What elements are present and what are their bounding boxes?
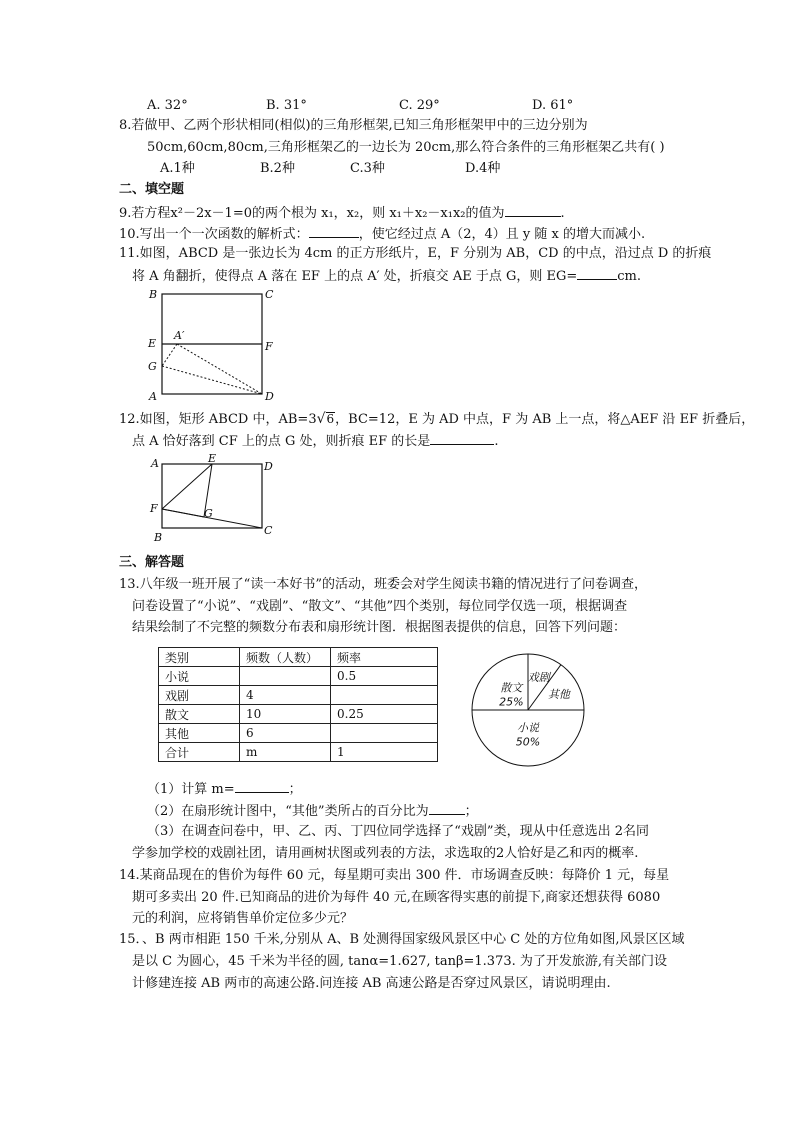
q12-line-fg (162, 509, 204, 517)
q9 (119, 203, 565, 223)
table-cell: 小说 (159, 667, 240, 686)
q11-fold-ga (162, 344, 177, 366)
q11-line-1: 11.如图，ABCD 是一张边长为 4cm 的正方形纸片，E，F 分别为 AB，CD 的中点，沿过点 D 的折痕 (119, 246, 712, 261)
q13-sub-1-post: ； (288, 782, 302, 797)
q12-label-b: B (154, 531, 163, 544)
section-2-title: 二、填空题 (119, 182, 185, 197)
q9-mid: 的两个根为 x₁，x₂，则 x₁＋x₂－x₁x₂的值为 (252, 206, 505, 221)
section-3-title: 三、解答题 (119, 555, 185, 570)
q11-label-c: C (265, 288, 274, 301)
q12-line-1: 12.如图，矩形 ABCD 中，AB=3√6，BC=12，E 为 AD 中点，F 为 AB 上一点，将△AEF 沿 EF 折叠后， (119, 411, 755, 427)
q7-option-c: C. 29° (399, 98, 440, 113)
q12-line-1-pre: 12.如图，矩形 ABCD 中，AB=3 (119, 412, 317, 427)
q15-line-2: 是以 C 为圆心，45 千米为半径的圆, tanα=1.627, tanβ=1.373. 为了开发旅游,有关部门设 (132, 954, 668, 969)
q10 (119, 224, 645, 244)
q13-sub-2-post: ； (464, 804, 478, 819)
table-cell (331, 686, 438, 705)
q13-sub-3-line-1: （3）在调查问卷中，甲、乙、丙、丁四位同学选择了“戏剧”类，现从中任意选出 2名同 (147, 824, 649, 839)
q7-option-a: A. 32° (147, 98, 188, 113)
q8-option-c: C.3种 (350, 161, 385, 176)
table-row (159, 686, 438, 705)
q8-option-b: B.2种 (260, 161, 295, 176)
table-row (159, 724, 438, 743)
q11-line-2-post: cm. (617, 269, 641, 284)
table-cell: 0.5 (331, 667, 438, 686)
q11-label-a: A (149, 390, 157, 403)
table-cell: 4 (240, 686, 331, 705)
q13-sub-3-line-2: 学参加学校的戏剧社团，请用画树状图或列表的方法，求选取的2人恰好是乙和丙的概率. (132, 846, 639, 861)
q13-pie-chart (468, 650, 588, 770)
q12-line-2-post: . (494, 434, 499, 449)
q11-label-d: D (265, 390, 274, 403)
q13-line-3: 结果绘制了不完整的频数分布表和扇形统计图．根据图表提供的信息，回答下列问题： (132, 620, 627, 635)
q11-label-a-prime: A′ (174, 329, 185, 342)
q8-line-1: 8.若做甲、乙两个形状相同(相似)的三角形框架,已知三角形框架甲中的三边分别为 (119, 118, 588, 133)
q13-sub-2 (147, 801, 478, 821)
table-cell: 散文 (159, 705, 240, 724)
pie-slice-label: 其他 (547, 688, 570, 702)
q13-sub-1-pre: （1）计算 m= (147, 782, 235, 797)
q12-label-f: F (150, 502, 158, 515)
table-cell: m (240, 743, 331, 762)
table-cell: 6 (240, 724, 331, 743)
q13-line-1: 13.八年级一班开展了“读一本好书”的活动，班委会对学生阅读书籍的情况进行了问卷调查， (119, 577, 647, 592)
q12-line-2-pre: 点 A 恰好落到 CF 上的点 G 处，则折痕 EF 的长是 (132, 434, 431, 449)
q8-option-a: A.1种 (160, 161, 195, 176)
pie-slice-label: 小说 (517, 721, 539, 735)
pie-slice-label: 散文 (500, 681, 523, 695)
table-header-cell: 频数（人数） (240, 648, 331, 667)
table-cell (331, 724, 438, 743)
q12-label-e: E (208, 453, 217, 465)
table-header-cell: 类别 (159, 648, 240, 667)
q7-option-d: D. 61° (532, 98, 574, 113)
q14-line-3: 元的利润，应将销售单价定位多少元？ (132, 911, 354, 926)
q9-pre: 9.若方程 (119, 206, 171, 221)
table-cell: 合计 (159, 743, 240, 762)
q12-figure (140, 453, 280, 547)
table-header-cell: 频率 (331, 648, 438, 667)
table-cell: 戏剧 (159, 686, 240, 705)
q9-equation: x²－2x－1=0 (170, 206, 252, 221)
q11-line-2-pre: 将 A 角翻折，使得点 A 落在 EF 上的点 A′ 处，折痕交 AE 于点 G，则 EG= (132, 269, 578, 284)
table-header-row (159, 648, 438, 667)
q9-end: . (560, 206, 565, 221)
q13-line-2: 问卷设置了“小说”、“戏剧”、“散文”、“其他”四个类别，每位同学仅选一项，根据调查 (132, 599, 628, 614)
q11-label-b: B (149, 288, 158, 301)
q10-answer-blank (309, 224, 359, 238)
q12-label-d: D (264, 460, 273, 473)
q11-label-f: F (265, 340, 273, 353)
q13-sub-1-blank (235, 779, 289, 793)
pie-slice-label: 戏剧 (527, 670, 550, 684)
table-row (159, 743, 438, 762)
q12-label-c: C (264, 524, 273, 537)
q13-sub-2-pre: （2）在扇形统计图中，“其他”类所占的百分比为 (147, 804, 429, 819)
q10-post: ，使它经过点 A（2，4）且 y 随 x 的增大而减小. (358, 227, 646, 242)
table-cell: 0.25 (331, 705, 438, 724)
q12-answer-blank (430, 431, 494, 445)
table-cell (240, 667, 331, 686)
table-cell: 1 (331, 743, 438, 762)
q14-line-1: 14.某商品现在的售价为每件 60 元，每星期可卖出 300 件．市场调查反映：每降价 1 元，每星 (119, 868, 670, 883)
q11-crease-gd (162, 366, 262, 394)
q8-option-d: D.4种 (465, 161, 501, 176)
q11-figure (140, 284, 280, 404)
pie-slice-value: 25% (499, 695, 524, 709)
table-cell: 其他 (159, 724, 240, 743)
q12-line-1-post: ，BC=12，E 为 AD 中点，F 为 AB 上一点，将△AEF 沿 EF 折叠后， (335, 412, 755, 427)
q7-option-b: B. 31° (266, 98, 307, 113)
q11-label-e: E (148, 337, 157, 350)
q11-fold-da (177, 344, 262, 394)
q9-answer-blank (505, 203, 561, 217)
table-cell: 10 (240, 705, 331, 724)
q12-line-ef (162, 464, 212, 509)
q11-answer-blank (577, 266, 617, 280)
q15-line-3: 计修建连接 AB 两市的高速公路.问连接 AB 高速公路是否穿过风景区，请说明理由. (132, 976, 611, 991)
q13-frequency-table (158, 647, 438, 762)
q12-label-g: G (204, 507, 213, 520)
table-row (159, 705, 438, 724)
table-row (159, 667, 438, 686)
q10-pre: 10.写出一个一次函数的解析式： (119, 227, 309, 242)
pie-slice-value: 50% (515, 735, 541, 749)
q12-sqrt-arg: 6 (326, 412, 335, 426)
q12-label-a: A (151, 457, 159, 470)
q11-line-2 (132, 266, 641, 286)
q13-sub-2-blank (429, 801, 465, 815)
q13-sub-1 (147, 779, 302, 799)
q14-line-2: 期可多卖出 20 件.已知商品的进价为每件 40 元,在顾客得实惠的前提下,商家还想获得 6080 (132, 890, 661, 905)
q12-line-2 (132, 431, 498, 451)
q8-line-2: 50cm,60cm,80cm,三角形框架乙的一边长为 20cm,那么符合条件的三角形框架乙共有( ) (147, 140, 665, 155)
q15-line-1: 15．、B 两市相距 150 千米,分别从 A、B 处测得国家级风景区中心 C 处的方位角如图,风景区区域 (119, 932, 685, 947)
q11-label-g: G (148, 360, 157, 373)
